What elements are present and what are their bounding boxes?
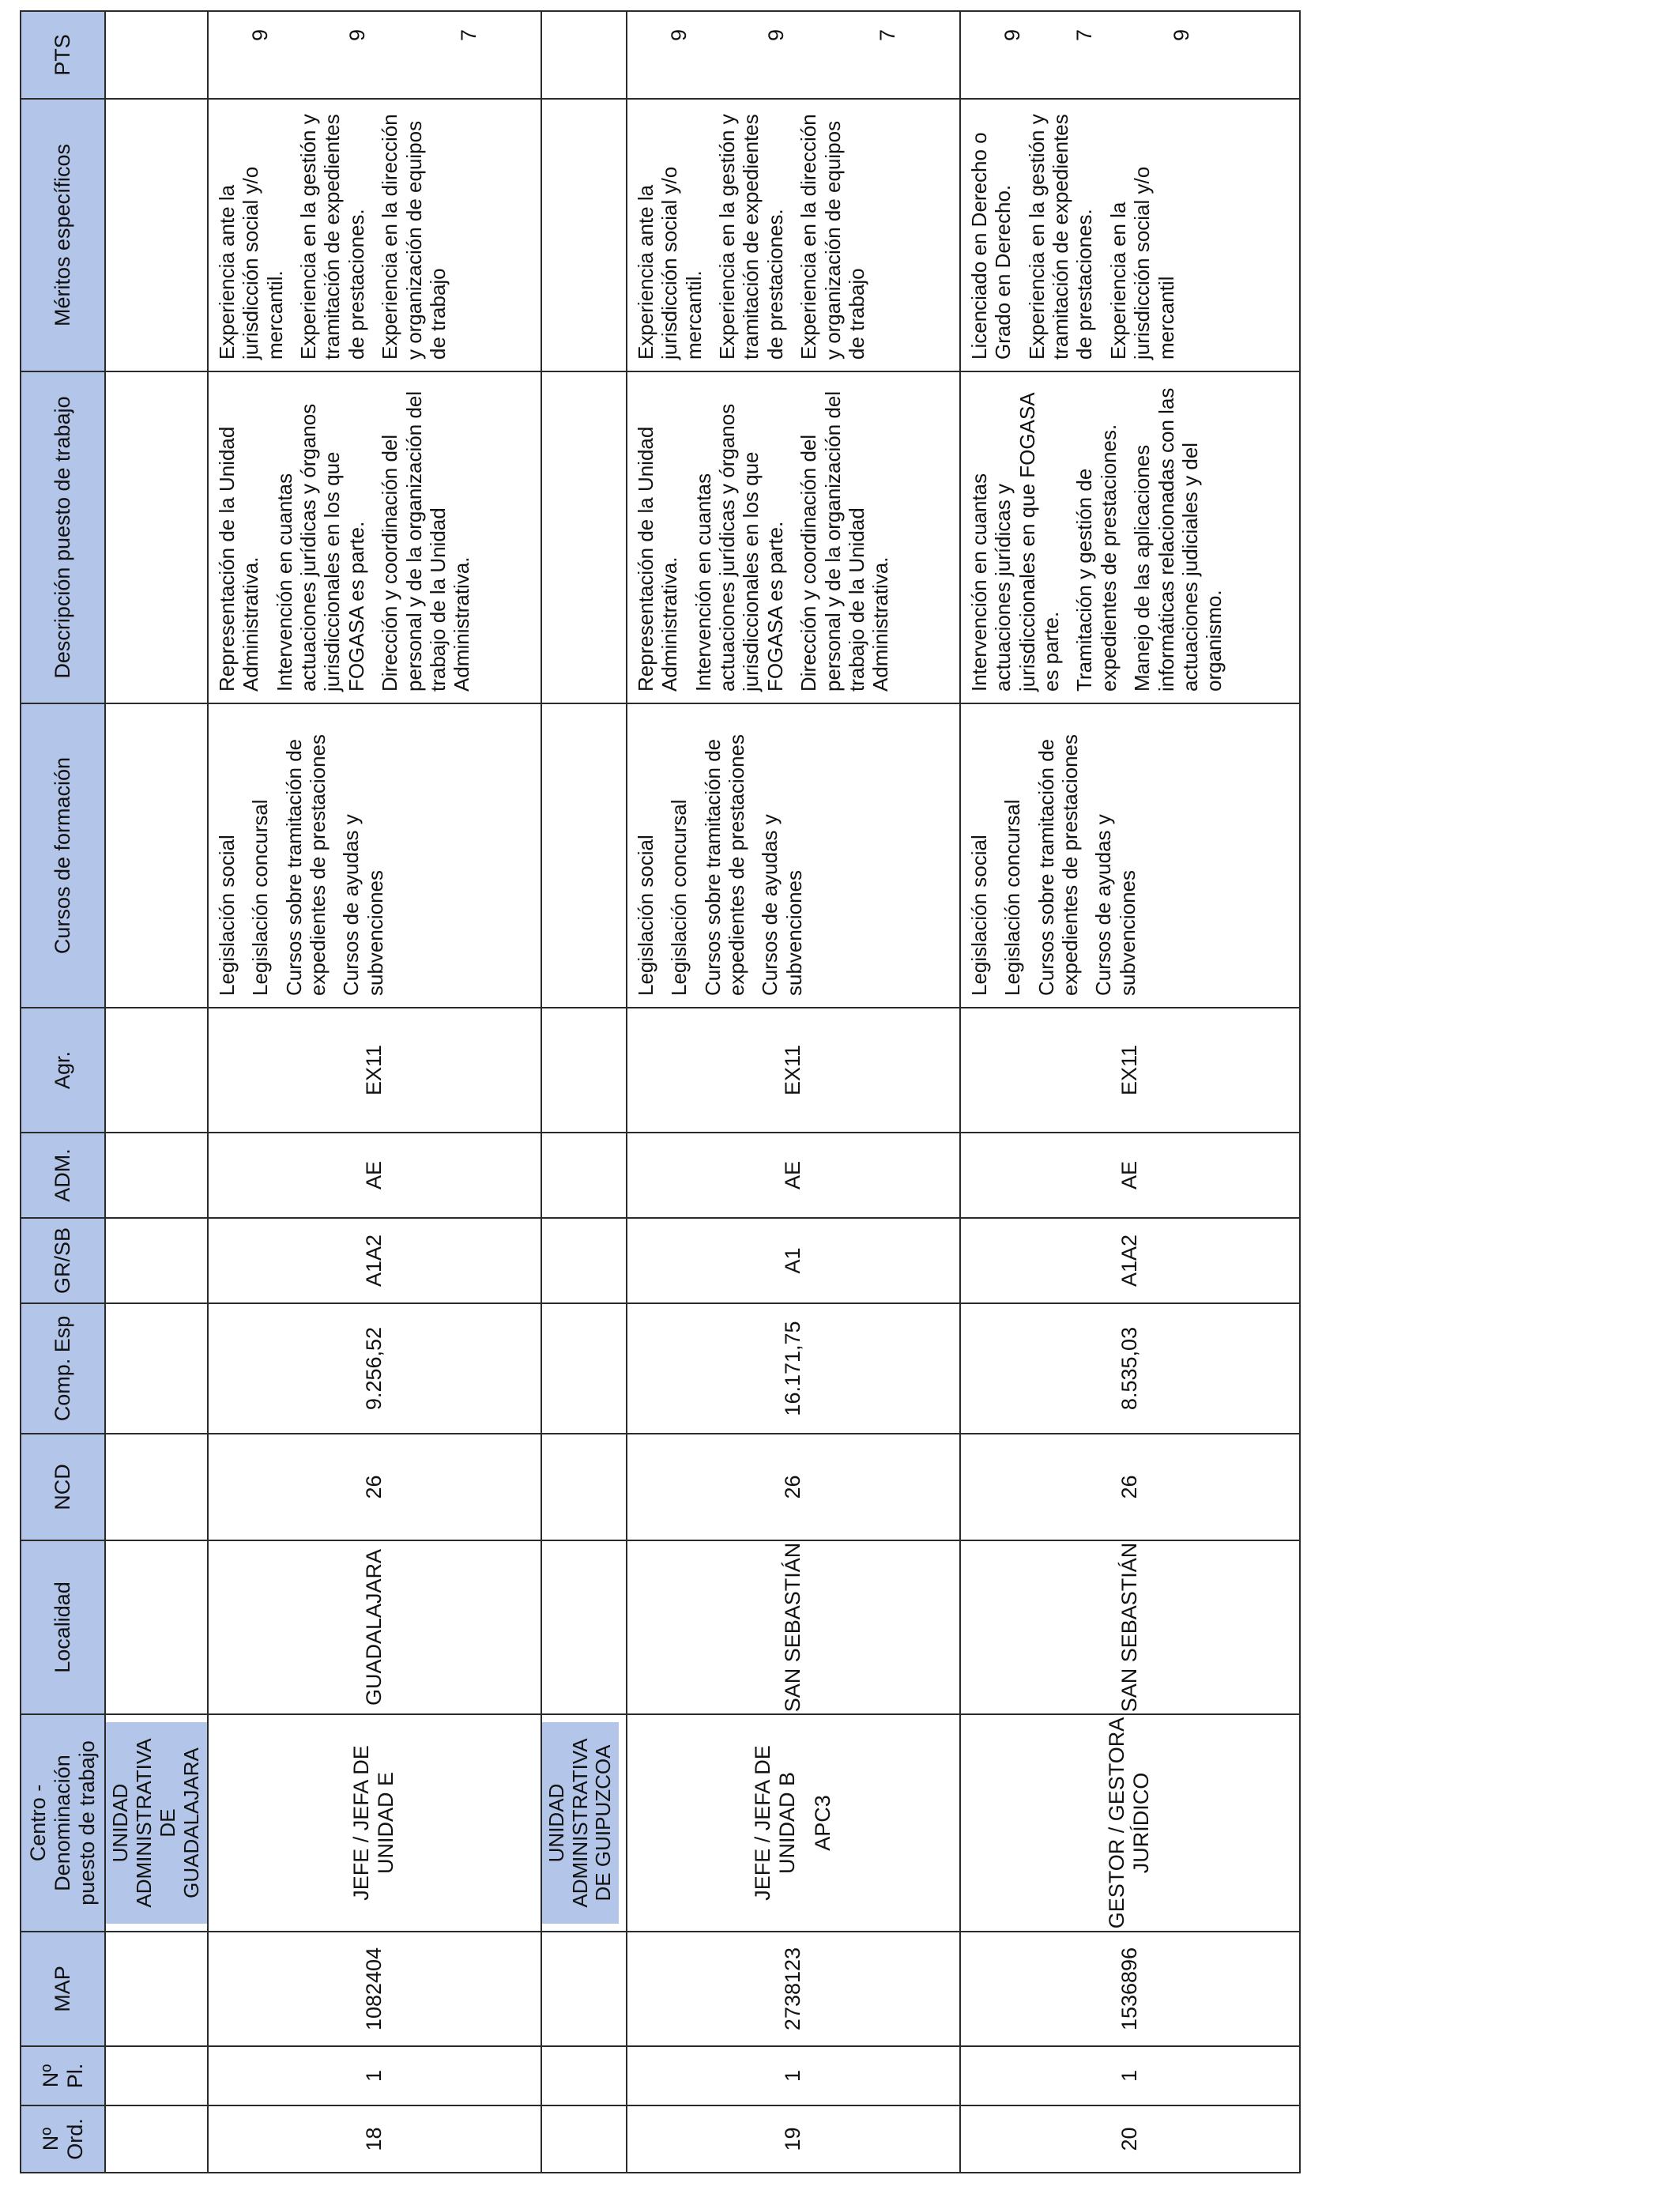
header-map: MAP [21, 1932, 105, 2046]
list-item: Intervención en cuantas actuaciones jurídicas y jurisdiccionales en que FOGASA es parte. [966, 393, 1063, 692]
n-ord: 19 [627, 2105, 960, 2173]
pts-value: 7 [875, 29, 899, 42]
header-localidad: Localidad [21, 1540, 105, 1714]
header-meritos: Méritos específicos [21, 99, 105, 371]
gr-sb: A1A2 [960, 1218, 1300, 1303]
job-title-cell [627, 1714, 960, 1932]
pts-cell [208, 11, 541, 99]
comp-esp: 16.171,75 [627, 1303, 960, 1434]
list-item: Cursos sobre tramitación de expedientes de prestaciones [700, 733, 748, 996]
job-positions-table [20, 10, 1301, 2173]
header-centro: Centro - Denominación puesto de trabajo [21, 1714, 105, 1932]
list-item: Dirección y coordinación del personal y de la organización del trabajo de la Unidad Administrativa. [797, 390, 893, 692]
list-item: Experiencia en la gestión y tramitación de expedientes de prestaciones. [296, 114, 368, 360]
header-adm: ADM. [21, 1133, 105, 1218]
header-n-ord: Nº Ord. [21, 2105, 105, 2173]
job-title-cell [960, 1714, 1300, 1932]
header-cursos: Cursos de formación [21, 703, 105, 1008]
map-code: 1536896 [960, 1932, 1300, 2046]
agr: EX11 [960, 1008, 1300, 1133]
agr: EX11 [627, 1008, 960, 1133]
adm: AE [960, 1133, 1300, 1218]
list-item: Cursos de ayudas y subvenciones [339, 814, 387, 996]
localidad: GUADALAJARA [208, 1540, 541, 1714]
list-item: Experiencia ante la jurisdicción social y/o mercantil. [214, 166, 287, 360]
list-item: Legislación concursal [248, 799, 273, 996]
gr-sb: A1 [627, 1218, 960, 1303]
job-title-extra: APC3 [811, 1795, 835, 1851]
descripcion-list [960, 371, 1300, 703]
list-item: Intervención en cuantas actuaciones jurídicas y órganos jurisdiccionales en los que FOGASA es parte. [691, 403, 787, 692]
list-item: Tramitación y gestión de expedientes de prestaciones. [1072, 424, 1121, 692]
list-item: Representación de la Unidad Administrativa. [633, 426, 682, 692]
unit-row [105, 11, 208, 2173]
n-pl: 1 [208, 2046, 541, 2105]
list-item: Experiencia en la gestión y tramitación de expedientes de prestaciones. [714, 114, 787, 360]
list-item: Experiencia ante la jurisdicción social y/o mercantil. [633, 166, 706, 360]
ncd: 26 [960, 1434, 1300, 1540]
pts-value: 9 [1000, 29, 1024, 42]
meritos-list [960, 99, 1300, 371]
job-title: JEFE / JEFA DE UNIDAD E [348, 1745, 397, 1901]
localidad: SAN SEBASTIÁN [960, 1540, 1300, 1714]
cursos-list [208, 703, 541, 1008]
list-item: Legislación social [214, 835, 239, 996]
list-item: Intervención en cuantas actuaciones jurídicas y órganos jurisdiccionales en los que FOGASA es parte. [272, 403, 368, 692]
header-ncd: NCD [21, 1434, 105, 1540]
list-item: Legislación social [633, 835, 657, 996]
list-item: Legislación concursal [1000, 799, 1025, 996]
pts-value: 9 [666, 29, 691, 42]
cursos-list [627, 703, 960, 1008]
pts-value: 9 [763, 29, 788, 42]
list-item: Manejo de las aplicaciones informáticas relacionadas con las actuaciones judiciales y del organismo. [1130, 387, 1226, 692]
unit-name: UNIDAD ADMINISTRATIVA DE GUIPUZCOA [542, 1722, 620, 1924]
map-code: 2738123 [627, 1932, 960, 2046]
list-item: Legislación concursal [667, 799, 691, 996]
pts-value: 7 [456, 29, 480, 42]
list-item: Licenciado en Derecho o Grado en Derecho. [966, 132, 1015, 360]
table-row [208, 11, 541, 2173]
list-item: Cursos sobre tramitación de expedientes de prestaciones [1034, 733, 1082, 996]
n-ord: 18 [208, 2105, 541, 2173]
rotated-page [20, 12, 1280, 2173]
unit-row [541, 11, 627, 2173]
ncd: 26 [208, 1434, 541, 1540]
map-code: 1082404 [208, 1932, 541, 2046]
pts-value: 9 [247, 29, 272, 42]
job-title: GESTOR / GESTORA JURÍDICO [1104, 1717, 1153, 1929]
adm: AE [627, 1133, 960, 1218]
list-item: Experiencia en la dirección y organización de equipos de trabajo [378, 114, 450, 360]
job-title-cell [208, 1714, 541, 1932]
ncd: 26 [627, 1434, 960, 1540]
n-ord: 20 [960, 2105, 1300, 2173]
descripcion-list [627, 371, 960, 703]
pts-value: 9 [345, 29, 369, 42]
descripcion-list [208, 371, 541, 703]
list-item: Cursos de ayudas y subvenciones [758, 814, 806, 996]
meritos-list [208, 99, 541, 371]
header-comp-esp: Comp. Esp [21, 1303, 105, 1434]
pts-cell [627, 11, 960, 99]
header-n-pl: Nº Pl. [21, 2046, 105, 2105]
header-agr: Agr. [21, 1008, 105, 1133]
comp-esp: 9.256,52 [208, 1303, 541, 1434]
list-item: Legislación social [966, 835, 991, 996]
comp-esp: 8.535,03 [960, 1303, 1300, 1434]
localidad: SAN SEBASTIÁN [627, 1540, 960, 1714]
header-pts: PTS [21, 11, 105, 99]
pts-cell [960, 11, 1300, 99]
agr: EX11 [208, 1008, 541, 1133]
list-item: Experiencia en la gestión y tramitación de expedientes de prestaciones. [1024, 114, 1097, 360]
adm: AE [208, 1133, 541, 1218]
header-gr-sb: GR/SB [21, 1218, 105, 1303]
job-title: JEFE / JEFA DE UNIDAD B [751, 1745, 800, 1901]
meritos-list [627, 99, 960, 371]
list-item: Dirección y coordinación del personal y de la organización del trabajo de la Unidad Administrativa. [378, 390, 474, 692]
list-item: Cursos de ayudas y subvenciones [1091, 814, 1139, 996]
header-row [21, 11, 105, 2173]
list-item: Cursos sobre tramitación de expedientes de prestaciones [281, 733, 330, 996]
list-item: Experiencia en la jurisdicción social y/o mercantil [1106, 166, 1178, 360]
pts-value: 9 [1169, 29, 1193, 42]
list-item: Representación de la Unidad Administrativa. [214, 426, 263, 692]
n-pl: 1 [960, 2046, 1300, 2105]
table-row [960, 11, 1300, 2173]
list-item: Experiencia en la dirección y organización de equipos de trabajo [797, 114, 868, 360]
gr-sb: A1A2 [208, 1218, 541, 1303]
n-pl: 1 [627, 2046, 960, 2105]
pts-value: 7 [1072, 29, 1096, 42]
cursos-list [960, 703, 1300, 1008]
table-row [627, 11, 960, 2173]
header-descripcion: Descripción puesto de trabajo [21, 371, 105, 703]
unit-name: UNIDAD ADMINISTRATIVA DE GUADALAJARA [106, 1722, 207, 1924]
